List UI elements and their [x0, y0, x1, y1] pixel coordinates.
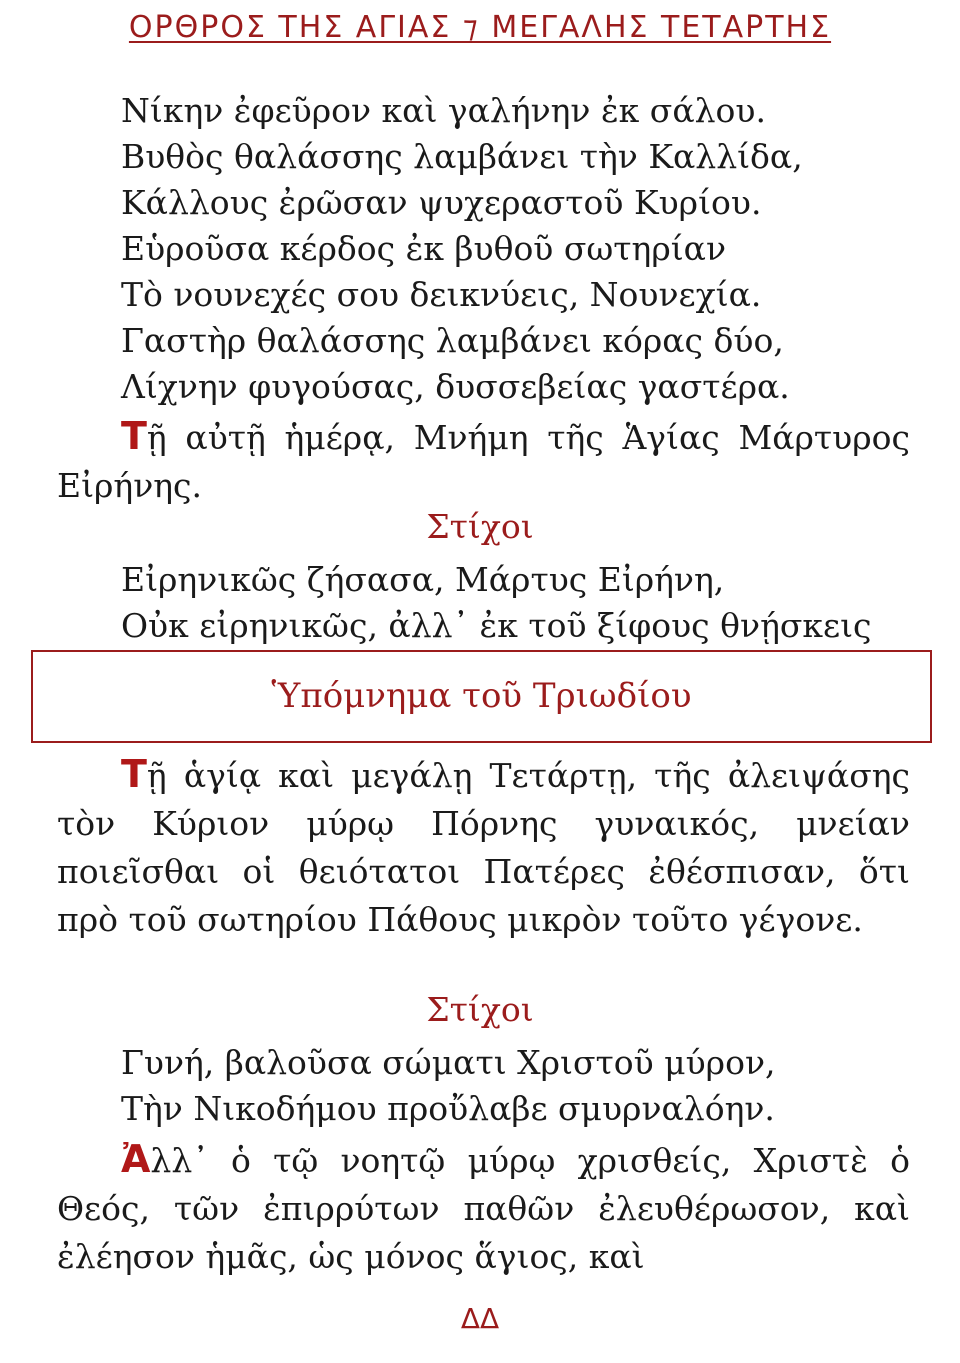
- verse-line: Κάλλους ἐρῶσαν ψυχεραστοῦ Κυρίου.: [121, 183, 762, 222]
- verse-line: Εὑροῦσα κέρδος ἐκ βυθοῦ σωτηρίαν: [121, 229, 727, 268]
- verse-line: Λίχνην φυγούσας, δυσσεβείας γαστέρα.: [121, 367, 790, 406]
- paragraph-text: ῇ αὐτῇ ἡμέρᾳ, Μνήμη τῆς Ἁγίας Μάρτυρος Εἰρήνης.: [57, 418, 910, 505]
- paragraph-text: ῇ ἁγίᾳ καὶ μεγάλῃ Τετάρτῃ, τῆς ἀλειψάσης τὸν Κύριον μύρῳ Πόρνης γυναικός, μνείαν ποιεῖσθαι οἱ θειότατοι Πατέρες ἐθέσπισαν, ὅτι πρὸ τοῦ σωτηρίου Πάθους μικρὸν τοῦτο γέγονε.: [57, 756, 910, 939]
- verse-line: Εἰρηνικῶς ζήσασα, Μάρτυς Εἰρήνη,: [121, 560, 725, 599]
- section-title-box: [31, 650, 932, 743]
- verse-line: Γυνή, βαλοῦσα σώματι Χριστοῦ μύρον,: [121, 1043, 776, 1082]
- verse-line: Τὸ νουνεχές σου δεικνύεις, Νουνεχία.: [121, 275, 762, 314]
- synaxarion-paragraph: [57, 750, 910, 944]
- section-title: Ὑπόμνημα τοῦ Τριωδίου: [271, 676, 692, 716]
- drop-cap: Τ: [121, 414, 147, 458]
- page-header-title: ΟΡΘΡΟΣ ΤΗΣ ΑΓΙΑΣ ⁊ ΜΕΓΑΛΗΣ ΤΕΤΑΡΤΗΣ: [128, 10, 832, 45]
- synaxarion-paragraph: [57, 412, 910, 510]
- drop-cap: Τ: [121, 752, 147, 796]
- verse-line: Βυθὸς θαλάσσης λαμβάνει τὴν Καλλίδα,: [121, 137, 803, 176]
- verse-line: Γαστὴρ θαλάσσης λαμβάνει κόρας δύο,: [121, 321, 784, 360]
- drop-cap: Ἀ: [121, 1137, 151, 1181]
- paragraph-text: λλ᾽ ὁ τῷ νοητῷ μύρῳ χρισθείς, Χριστὲ ὁ Θεός, τῶν ἐπιρρύτων παθῶν ἐλευθέρωσον, καὶ ἐλέησον ἡμᾶς, ὡς μόνος ἅγιος, καὶ: [57, 1141, 910, 1276]
- stichoi-heading: Στίχοι: [426, 990, 534, 1029]
- stichoi-heading: Στίχοι: [426, 507, 534, 546]
- verse-line: Νίκην ἐφεῦρον καὶ γαλήνην ἐκ σάλου.: [121, 91, 766, 130]
- page-number: ΔΔ: [460, 1302, 500, 1335]
- verse-line: Οὐκ εἰρηνικῶς, ἀλλ᾽ ἐκ τοῦ ξίφους θνῄσκεις: [121, 606, 872, 645]
- verse-line: Τὴν Νικοδήμου προὔλαβε σμυρναλόην.: [121, 1089, 775, 1128]
- hymn-paragraph: [57, 1135, 910, 1281]
